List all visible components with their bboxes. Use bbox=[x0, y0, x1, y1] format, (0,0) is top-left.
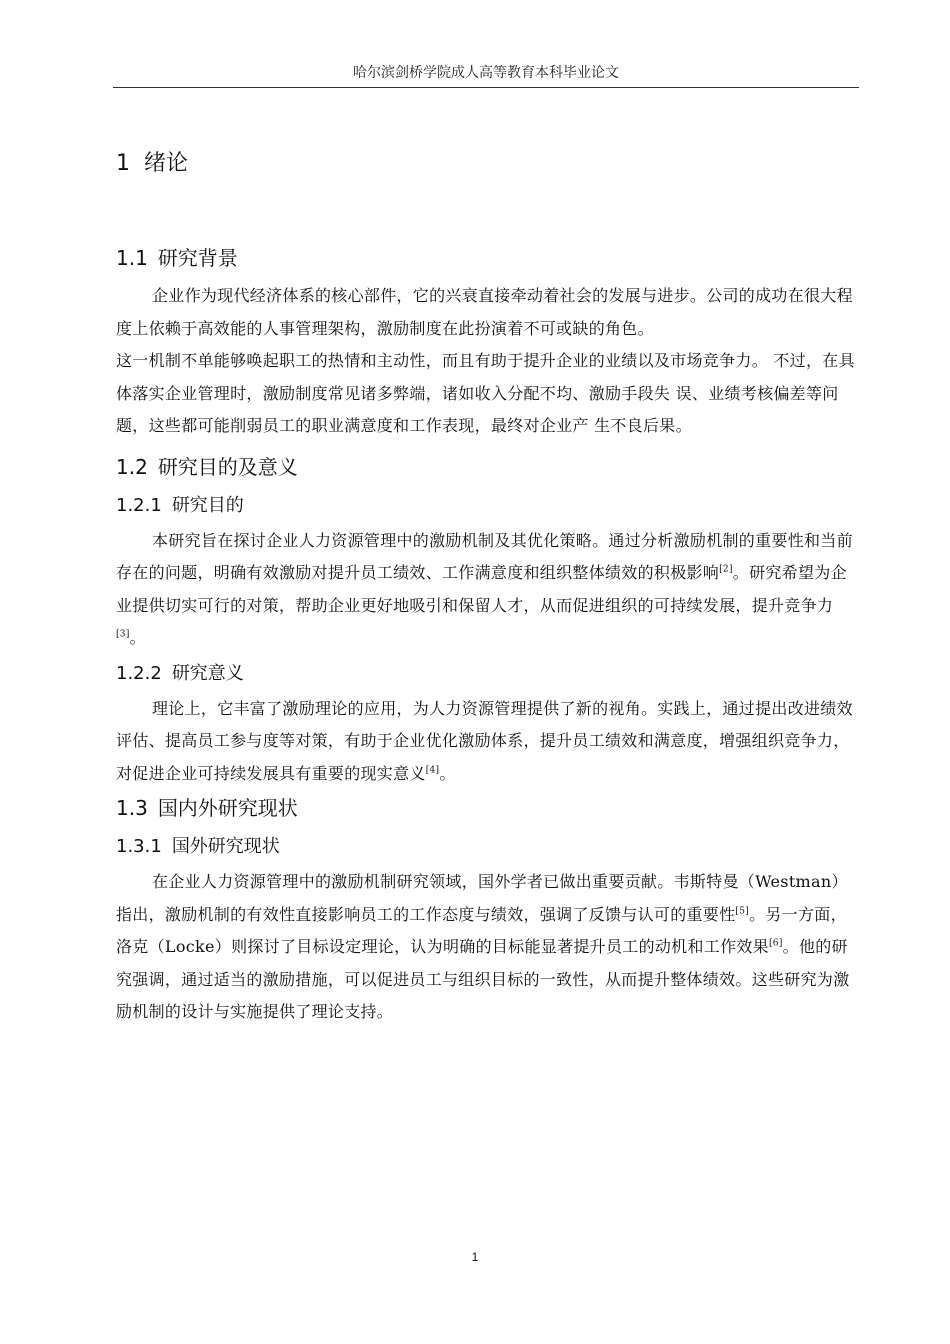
section-heading-1-1 bbox=[116, 240, 860, 276]
citation-ref: [2] bbox=[719, 564, 733, 575]
chapter-title: 绪论 bbox=[144, 151, 189, 176]
background-paragraph-1: 企业作为现代经济体系的核心部件，它的兴衰直接牵动着社会的发展与进步。公司的成功在很大程度上依赖于高效能的人事管理架构，激励制度在此扮演着不可或缺的角色。 bbox=[116, 286, 853, 338]
chapter-heading bbox=[116, 140, 860, 188]
subsection-number: 1.3.1 bbox=[116, 836, 162, 857]
chapter-number: 1 bbox=[116, 151, 130, 176]
subsection-heading-1-3-1 bbox=[116, 830, 860, 864]
section-title: 研究背景 bbox=[157, 246, 238, 270]
significance-paragraph bbox=[116, 693, 860, 791]
significance-text-b: 。 bbox=[439, 763, 456, 783]
section-title: 研究目的及意义 bbox=[157, 454, 298, 479]
running-header: 哈尔滨剑桥学院成人高等教育本科毕业论文 bbox=[353, 65, 619, 81]
purpose-paragraph bbox=[116, 525, 860, 655]
citation-ref: [4] bbox=[425, 765, 440, 776]
subsection-heading-1-2-2 bbox=[116, 657, 860, 691]
background-paragraph-2: 这一机制不单能够唤起职工的热情和主动性，而且有助于提升企业的业绩以及市场竞争力。 不过，在具体落实企业管理时，激励制度常见诸多弊端，诸如收入分配不均、激励手段失 误、业绩考核偏差等问题，这些都可能削弱员工的职业满意度和工作表现，最终对企业产 生不良后果。 bbox=[116, 351, 855, 435]
section-heading-1-2 bbox=[116, 449, 860, 485]
citation-ref: [3] bbox=[116, 629, 130, 640]
subsection-title: 国外研究现状 bbox=[171, 836, 280, 857]
page-body bbox=[116, 140, 860, 1029]
page-number: 1 bbox=[471, 1250, 479, 1264]
purpose-text-a: 本研究旨在探讨企业人力资源管理中的激励机制及其优化策略。通过分析激励机制的重要性和当前存在的问题，明确有效激励对提升员工绩效、工作满意度和组织整体绩效的积极影响 bbox=[116, 530, 853, 582]
subsection-number: 1.2.1 bbox=[116, 494, 162, 516]
citation-ref: [5] bbox=[735, 906, 750, 917]
purpose-text-c: 。 bbox=[129, 628, 146, 647]
foreign-text-a: 在企业人力资源管理中的激励机制研究领域，国外学者已做出重要贡献。韦斯特曼（Westman）指出，激励机制的有效性直接影响员工的工作态度与绩效，强调了反馈与认可的重要性 bbox=[116, 872, 848, 924]
foreign-text-c: 。他的研究强调，通过适当的激励措施，可以促进员工与组织目标的一致性，从而提升整体绩效。这些研究为激励机制的设计与实施提供了理论支持。 bbox=[116, 937, 850, 1021]
section-heading-1-3 bbox=[116, 790, 860, 826]
header-rule bbox=[113, 87, 859, 88]
section-title: 国内外研究现状 bbox=[157, 796, 298, 820]
foreign-text-b: 。另一方面，洛克（Locke）则探讨了目标设定理论，认为明确的目标能显著提升员工的动机和工作效果 bbox=[116, 904, 847, 956]
foreign-research-paragraph bbox=[116, 866, 860, 1029]
citation-ref: [6] bbox=[768, 938, 783, 949]
purpose-text-b: 。研究希望为企业提供切实可行的对策，帮助企业更好地吸引和保留人才，从而促进组织的可持续发展，提升竞争力 bbox=[116, 563, 847, 615]
subsection-title: 研究意义 bbox=[171, 662, 244, 684]
subsection-title: 研究目的 bbox=[171, 494, 244, 516]
section-number: 1.2 bbox=[116, 454, 148, 479]
subsection-heading-1-2-1 bbox=[116, 489, 860, 523]
subsection-number: 1.2.2 bbox=[116, 662, 162, 684]
section-number: 1.3 bbox=[116, 796, 148, 820]
section-number: 1.1 bbox=[116, 246, 148, 270]
significance-text-a: 理论上，它丰富了激励理论的应用，为人力资源管理提供了新的视角。实践上，通过提出改进绩效评估、提高员工参与度等对策，有助于企业优化激励体系，提升员工绩效和满意度，增强组织竞争力，对促进企业可持续发展具有重要的现实意义 bbox=[116, 698, 853, 783]
